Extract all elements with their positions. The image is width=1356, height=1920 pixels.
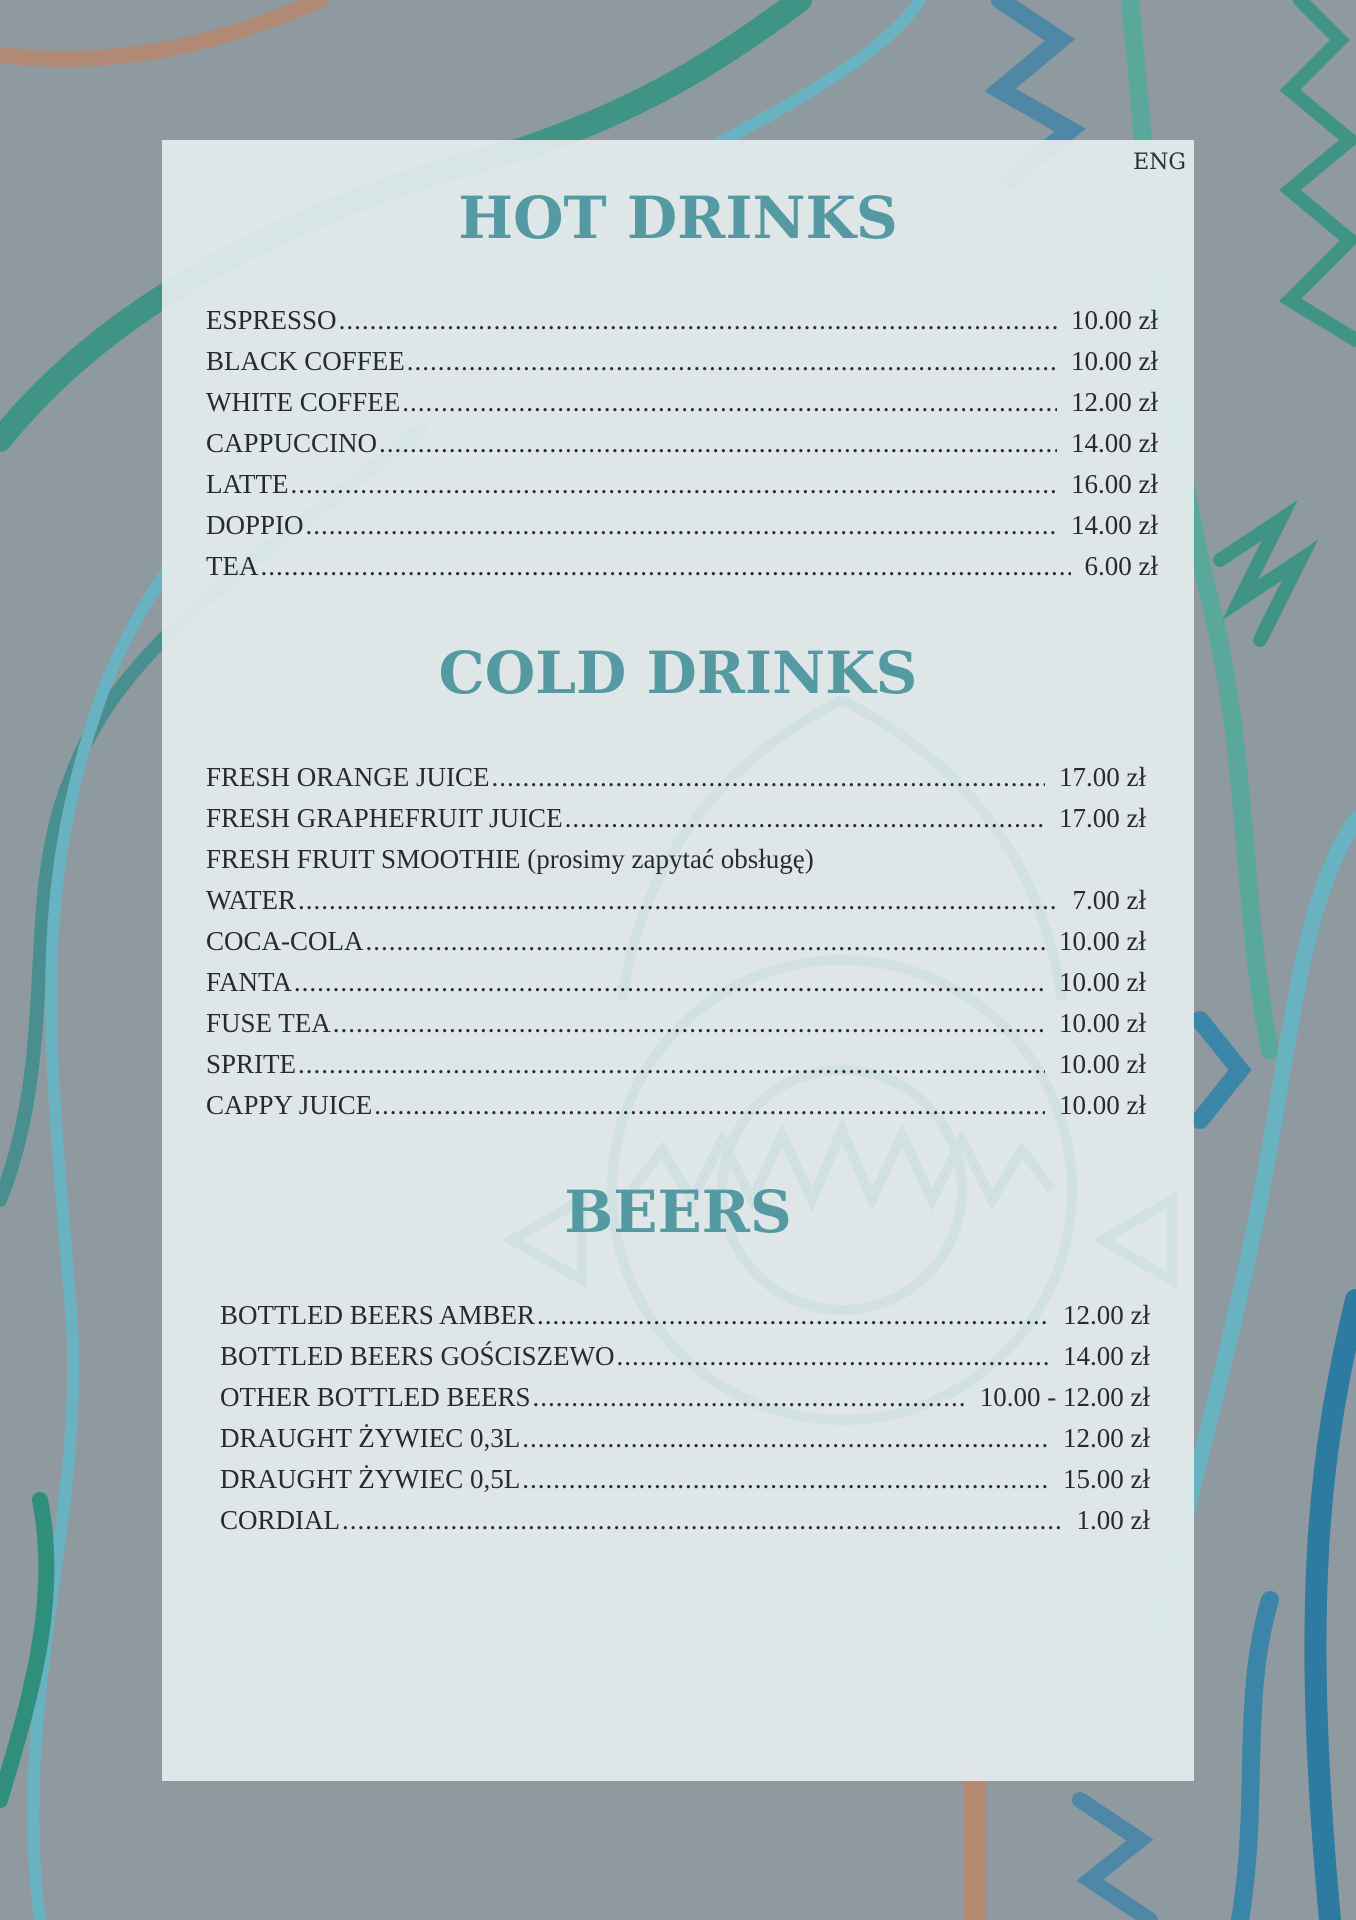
menu-item-price: 14.00 zł	[1071, 510, 1158, 540]
menu-item	[206, 551, 1158, 592]
menu-item-name: OTHER BOTTLED BEERS	[220, 1382, 531, 1412]
dot-leader	[258, 551, 1070, 582]
menu-item-price: 7.00 zł	[1072, 885, 1146, 915]
dot-leader	[296, 1049, 1045, 1080]
menu-item	[206, 510, 1158, 551]
menu-item	[220, 1300, 1150, 1341]
menu-item-name: FRESH ORANGE JUICE	[206, 762, 490, 792]
menu-item-name: WATER	[206, 885, 296, 915]
menu-item	[206, 469, 1158, 510]
menu-item-name: FRESH FRUIT SMOOTHIE (prosimy zapytać obsługę)	[206, 844, 814, 874]
menu-item-price: 12.00 zł	[1071, 387, 1158, 417]
menu-item-name: CORDIAL	[220, 1505, 340, 1535]
menu-item	[220, 1505, 1150, 1546]
menu-item	[206, 844, 1146, 885]
dot-leader	[615, 1341, 1050, 1372]
dot-leader	[405, 346, 1057, 377]
menu-item-name: FRESH GRAPHEFRUIT JUICE	[206, 803, 563, 833]
menu-item-name: DRAUGHT ŻYWIEC 0,3L	[220, 1423, 521, 1453]
menu-item-price: 17.00 zł	[1059, 762, 1146, 792]
dot-leader	[331, 1008, 1045, 1039]
menu-item	[220, 1341, 1150, 1382]
menu-item-price: 10.00 zł	[1071, 346, 1158, 376]
dot-leader	[340, 1505, 1063, 1536]
dot-leader	[337, 305, 1057, 336]
cold-drinks-list	[206, 762, 1146, 1131]
menu-item	[220, 1464, 1150, 1505]
menu-item-name: TEA	[206, 551, 259, 581]
dot-leader	[304, 510, 1057, 541]
hot-drinks-title: HOT DRINKS	[458, 184, 898, 252]
menu-item	[206, 387, 1158, 428]
menu-item-name: FANTA	[206, 967, 292, 997]
menu-item	[206, 1049, 1146, 1090]
menu-item	[206, 926, 1146, 967]
dot-leader	[490, 762, 1045, 793]
menu-item	[206, 803, 1146, 844]
dot-leader	[563, 803, 1045, 834]
menu-item	[206, 305, 1158, 346]
menu-item-name: CAPPUCCINO	[206, 428, 378, 458]
menu-item	[206, 967, 1146, 1008]
dot-leader	[296, 885, 1059, 916]
menu-item	[206, 1008, 1146, 1049]
dot-leader	[520, 1423, 1049, 1454]
menu-item-name: COCA-COLA	[206, 926, 364, 956]
menu-item-price: 10.00 zł	[1059, 967, 1146, 997]
menu-item	[206, 428, 1158, 469]
menu-item	[206, 1090, 1146, 1131]
language-label[interactable]: ENG	[1133, 150, 1186, 175]
menu-item-name: LATTE	[206, 469, 289, 499]
menu-item-name: WHITE COFFEE	[206, 387, 401, 417]
menu-item-name: ESPRESSO	[206, 305, 337, 335]
dot-leader	[288, 469, 1057, 500]
menu-item-price: 10.00 zł	[1059, 926, 1146, 956]
menu-item-price: 15.00 zł	[1063, 1464, 1150, 1494]
menu-item-price: 14.00 zł	[1063, 1341, 1150, 1371]
menu-item-price: 6.00 zł	[1084, 551, 1158, 581]
menu-item-name: SPRITE	[206, 1049, 297, 1079]
hot-drinks-list	[206, 305, 1158, 592]
dot-leader	[377, 428, 1057, 459]
dot-leader	[292, 967, 1045, 998]
menu-item-price: 10.00 - 12.00 zł	[979, 1382, 1150, 1412]
menu-item-price: 10.00 zł	[1059, 1049, 1146, 1079]
beers-list	[220, 1300, 1150, 1546]
cold-drinks-title: COLD DRINKS	[438, 639, 918, 707]
dot-leader	[535, 1300, 1049, 1331]
menu-item-price: 10.00 zł	[1059, 1008, 1146, 1038]
menu-item	[206, 346, 1158, 387]
beers-title: BEERS	[564, 1178, 792, 1246]
menu-item-name: BOTTLED BEERS GOŚCISZEWO	[220, 1341, 615, 1371]
dot-leader	[531, 1382, 966, 1413]
menu-item-price: 12.00 zł	[1063, 1423, 1150, 1453]
menu-item-name: DOPPIO	[206, 510, 304, 540]
menu-item	[206, 762, 1146, 803]
menu-item-name: BOTTLED BEERS AMBER	[220, 1300, 536, 1330]
menu-item	[220, 1423, 1150, 1464]
dot-leader	[520, 1464, 1049, 1495]
menu-item-name: DRAUGHT ŻYWIEC 0,5L	[220, 1464, 521, 1494]
menu-item-price: 17.00 zł	[1059, 803, 1146, 833]
menu-item-price: 1.00 zł	[1076, 1505, 1150, 1535]
menu-item	[206, 885, 1146, 926]
dot-leader	[400, 387, 1057, 418]
menu-item-price: 12.00 zł	[1063, 1300, 1150, 1330]
dot-leader	[364, 926, 1045, 957]
menu-card	[162, 140, 1194, 1781]
menu-item	[220, 1382, 1150, 1423]
menu-item-price: 16.00 zł	[1071, 469, 1158, 499]
menu-item-price: 10.00 zł	[1071, 305, 1158, 335]
menu-item-name: CAPPY JUICE	[206, 1090, 373, 1120]
dot-leader	[372, 1090, 1045, 1121]
menu-item-name: BLACK COFFEE	[206, 346, 405, 376]
menu-item-price: 14.00 zł	[1071, 428, 1158, 458]
menu-item-price: 10.00 zł	[1059, 1090, 1146, 1120]
menu-item-name: FUSE TEA	[206, 1008, 331, 1038]
